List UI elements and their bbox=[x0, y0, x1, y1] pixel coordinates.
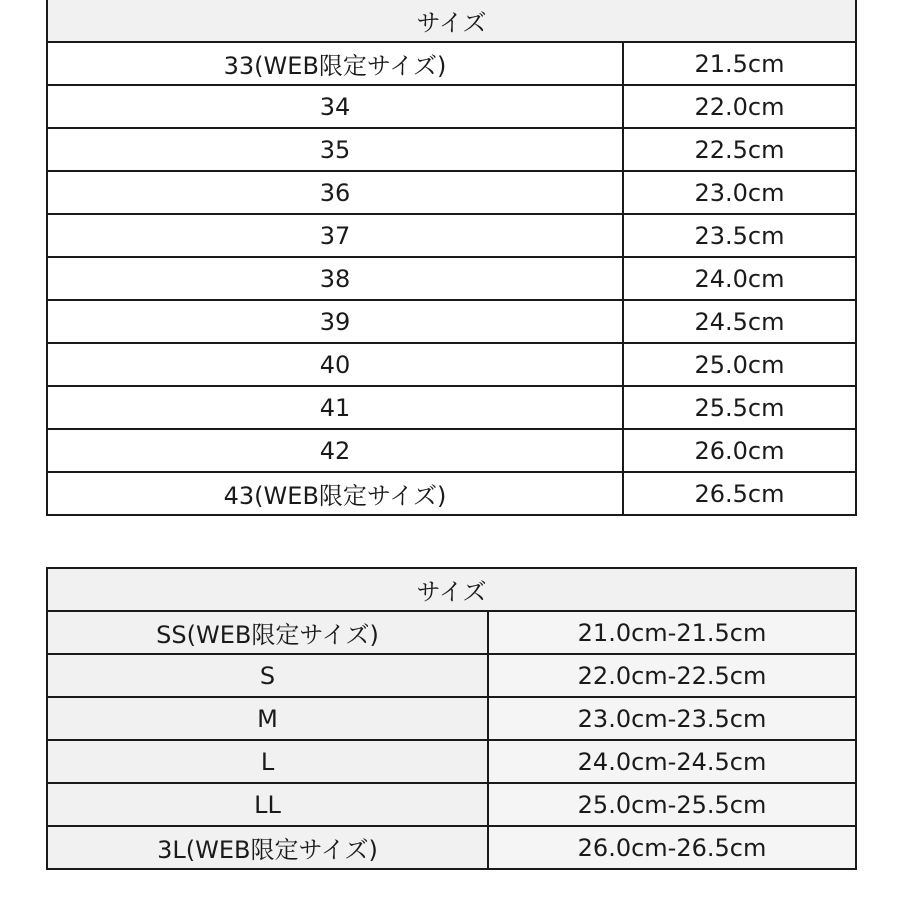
size-cell: 36 bbox=[47, 171, 623, 214]
size-cell: 40 bbox=[47, 343, 623, 386]
size-cell: L bbox=[47, 740, 488, 783]
length-cell: 22.5cm bbox=[623, 128, 856, 171]
length-cell: 25.5cm bbox=[623, 386, 856, 429]
length-cell: 24.5cm bbox=[623, 300, 856, 343]
table-row bbox=[47, 214, 856, 257]
table-row bbox=[47, 300, 856, 343]
table-row bbox=[47, 654, 856, 697]
table-row bbox=[47, 386, 856, 429]
length-cell: 24.0cm bbox=[623, 257, 856, 300]
length-cell: 25.0cm bbox=[623, 343, 856, 386]
table-row bbox=[47, 42, 856, 85]
range-cell: 24.0cm-24.5cm bbox=[488, 740, 856, 783]
table-header: サイズ bbox=[47, 568, 856, 611]
table-row bbox=[47, 429, 856, 472]
size-cell: 41 bbox=[47, 386, 623, 429]
range-cell: 22.0cm-22.5cm bbox=[488, 654, 856, 697]
size-cell: 33(WEB限定サイズ) bbox=[47, 42, 623, 85]
size-cell: SS(WEB限定サイズ) bbox=[47, 611, 488, 654]
range-cell: 25.0cm-25.5cm bbox=[488, 783, 856, 826]
table-row bbox=[47, 740, 856, 783]
length-cell: 26.5cm bbox=[623, 472, 856, 515]
table-header: サイズ bbox=[47, 0, 856, 42]
numeric-size-table bbox=[46, 0, 857, 516]
length-cell: 26.0cm bbox=[623, 429, 856, 472]
size-cell: 39 bbox=[47, 300, 623, 343]
size-cell: 35 bbox=[47, 128, 623, 171]
size-cell: M bbox=[47, 697, 488, 740]
length-cell: 23.0cm bbox=[623, 171, 856, 214]
table-header-row bbox=[47, 0, 856, 42]
table-row bbox=[47, 826, 856, 869]
range-cell: 23.0cm-23.5cm bbox=[488, 697, 856, 740]
size-cell: S bbox=[47, 654, 488, 697]
size-cell: 42 bbox=[47, 429, 623, 472]
table-row bbox=[47, 783, 856, 826]
table-row bbox=[47, 128, 856, 171]
size-cell: LL bbox=[47, 783, 488, 826]
size-cell: 43(WEB限定サイズ) bbox=[47, 472, 623, 515]
table-row bbox=[47, 257, 856, 300]
length-cell: 21.5cm bbox=[623, 42, 856, 85]
table-row bbox=[47, 697, 856, 740]
length-cell: 23.5cm bbox=[623, 214, 856, 257]
range-cell: 21.0cm-21.5cm bbox=[488, 611, 856, 654]
table-row bbox=[47, 611, 856, 654]
range-cell: 26.0cm-26.5cm bbox=[488, 826, 856, 869]
size-cell: 3L(WEB限定サイズ) bbox=[47, 826, 488, 869]
table-row bbox=[47, 343, 856, 386]
size-cell: 34 bbox=[47, 85, 623, 128]
size-cell: 38 bbox=[47, 257, 623, 300]
letter-size-table bbox=[46, 567, 857, 870]
size-cell: 37 bbox=[47, 214, 623, 257]
table-row bbox=[47, 171, 856, 214]
table-header-row bbox=[47, 568, 856, 611]
table-row bbox=[47, 472, 856, 515]
length-cell: 22.0cm bbox=[623, 85, 856, 128]
table-row bbox=[47, 85, 856, 128]
